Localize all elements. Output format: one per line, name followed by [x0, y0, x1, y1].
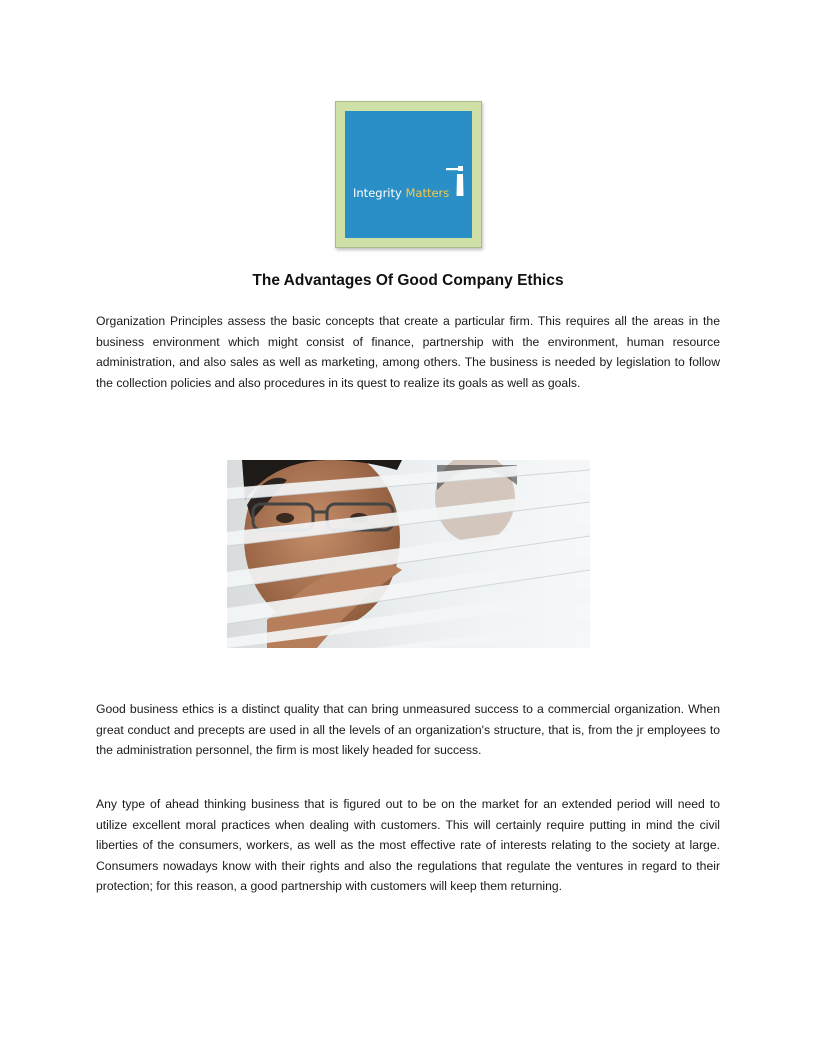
logo-wordmark — [353, 186, 449, 200]
logo-background — [345, 111, 472, 238]
businessman-blinds-photo — [227, 460, 590, 648]
page-title: The Advantages Of Good Company Ethics — [252, 272, 564, 289]
logo-word-matters: Matters — [405, 186, 450, 200]
lighthouse-icon — [446, 166, 464, 196]
logo — [335, 101, 482, 248]
paragraph-success: Good business ethics is a distinct quality that can bring unmeasured success to a commercial organization. When great conduct and precepts are used in all the levels of an organization's structure, that is, from the jr employees to the administration personnel, the firm is most likely headed for success. — [96, 702, 720, 758]
photo-illustration — [227, 460, 590, 648]
logo-word-integrity: Integrity — [353, 186, 402, 200]
paragraph-intro: Organization Principles assess the basic concepts that create a particular firm. This requires all the areas in the business environment which might consist of finance, partnership with the environment, human resource administration, and also sales as well as marketing, among others. The business is needed by legislation to follow the collection policies and also procedures in its quest to realize its goals as well as goals. — [96, 314, 720, 390]
paragraph-customers: Any type of ahead thinking business that is figured out to be on the market for an extended period will need to utilize excellent moral practices when dealing with customers. This will certainly require putting in mind the civil liberties of the consumers, workers, as well as the most effective rate of interests relating to the society at large. Consumers nowadays know with their rights and also the regulations that regulate the ventures in regard to their protection; for this reason, a good partnership with customers will keep them returning. — [96, 797, 720, 894]
